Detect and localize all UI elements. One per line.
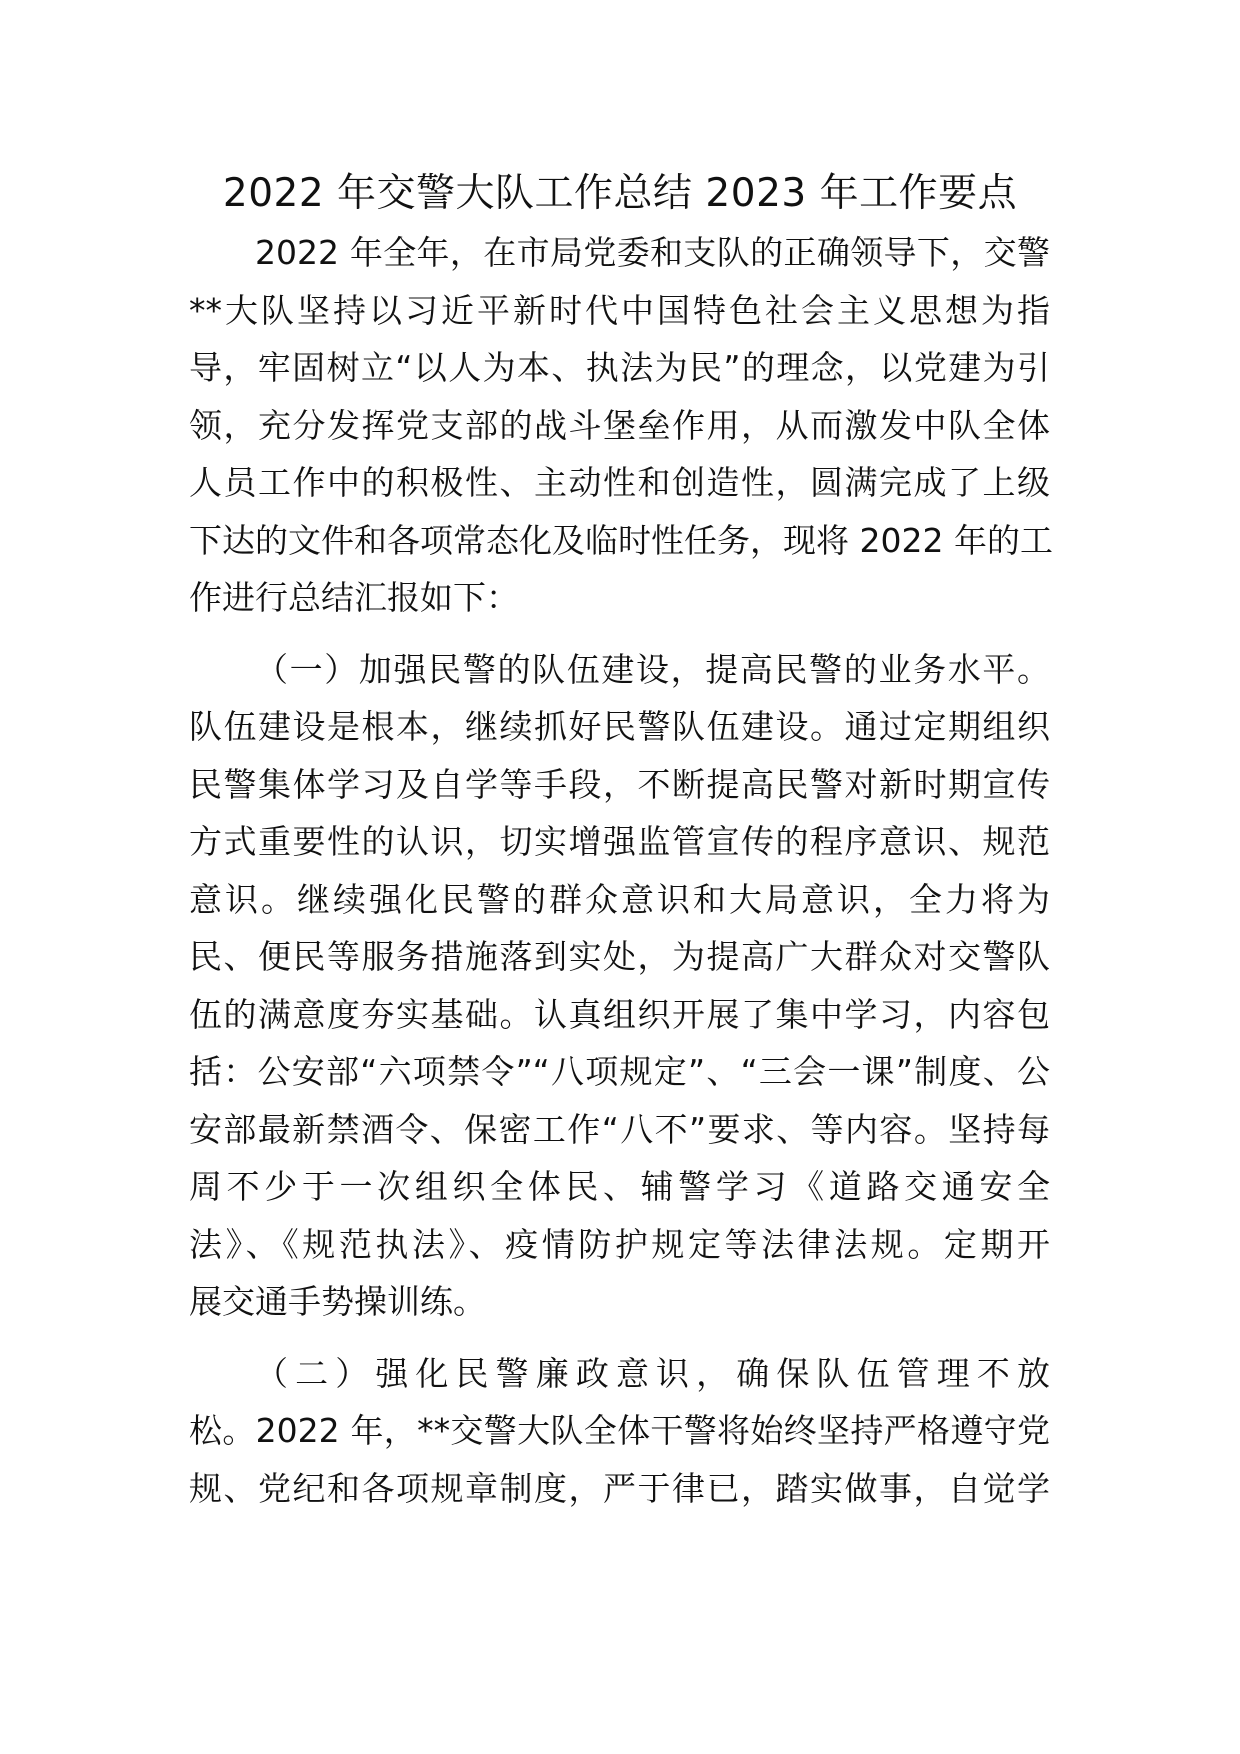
paragraph-line: 作进行总结汇报如下： [189, 578, 519, 617]
paragraph-line: **大队坚持以习近平新时代中国特色社会主义思想为指 [189, 290, 1050, 330]
paragraph-line: 人员工作中的积极性、主动性和创造性，圆满完成了上级 [189, 463, 1050, 502]
document-title: 2022 年交警大队工作总结 2023 年工作要点 [222, 171, 1018, 216]
paragraph-line: 下达的文件和各项常态化及临时性任务，现将 2022 年的工 [189, 520, 1053, 560]
paragraph-intro [189, 224, 1053, 627]
paragraph-line: 周不少于一次组织全体民、辅警学习《道路交通安全 [189, 1167, 1050, 1206]
paragraph-section-1 [189, 641, 1050, 1331]
paragraph-line: 规、党纪和各项规章制度，严于律已，踏实做事，自觉学 [189, 1468, 1050, 1508]
section-heading-line: （二）强化民警廉政意识，确保队伍管理不放 [255, 1353, 1050, 1393]
paragraph-line: 括：公安部“六项禁令”“八项规定”、“三会一课”制度、公 [189, 1052, 1050, 1091]
document-body [189, 224, 1053, 1531]
paragraph-line: 2022 年全年，在市局党委和支队的正确领导下，交警 [255, 233, 1050, 272]
section-heading-line: （一）加强民警的队伍建设，提高民警的业务水平。 [255, 649, 1050, 689]
paragraph-line: 安部最新禁酒令、保密工作“八不”要求、等内容。坚持每 [189, 1109, 1050, 1149]
paragraph-section-2 [189, 1345, 1050, 1518]
paragraph-line: 意识。继续强化民警的群众意识和大局意识，全力将为 [189, 879, 1050, 919]
paragraph-line: 展交通手势操训练。 [189, 1282, 486, 1321]
paragraph-line: 法》、《规范执法》、疫情防护规定等法律法规。定期开 [189, 1224, 1050, 1264]
paragraph-line: 导，牢固树立“以人为本、执法为民”的理念，以党建为引 [189, 348, 1050, 387]
paragraph-line: 方式重要性的认识，切实增强监管宣传的程序意识、规范 [189, 822, 1050, 861]
paragraph-line: 伍的满意度夯实基础。认真组织开展了集中学习，内容包 [189, 994, 1050, 1034]
paragraph-line: 领，充分发挥党支部的战斗堡垒作用，从而激发中队全体 [189, 405, 1050, 445]
paragraph-line: 民警集体学习及自学等手段，不断提高民警对新时期宣传 [189, 764, 1050, 804]
paragraph-line: 民、便民等服务措施落到实处，为提高广大群众对交警队 [189, 937, 1050, 976]
paragraph-line: 队伍建设是根本，继续抓好民警队伍建设。通过定期组织 [189, 707, 1050, 746]
paragraph-line: 松。2022 年，**交警大队全体干警将始终坚持严格遵守党 [189, 1411, 1050, 1450]
